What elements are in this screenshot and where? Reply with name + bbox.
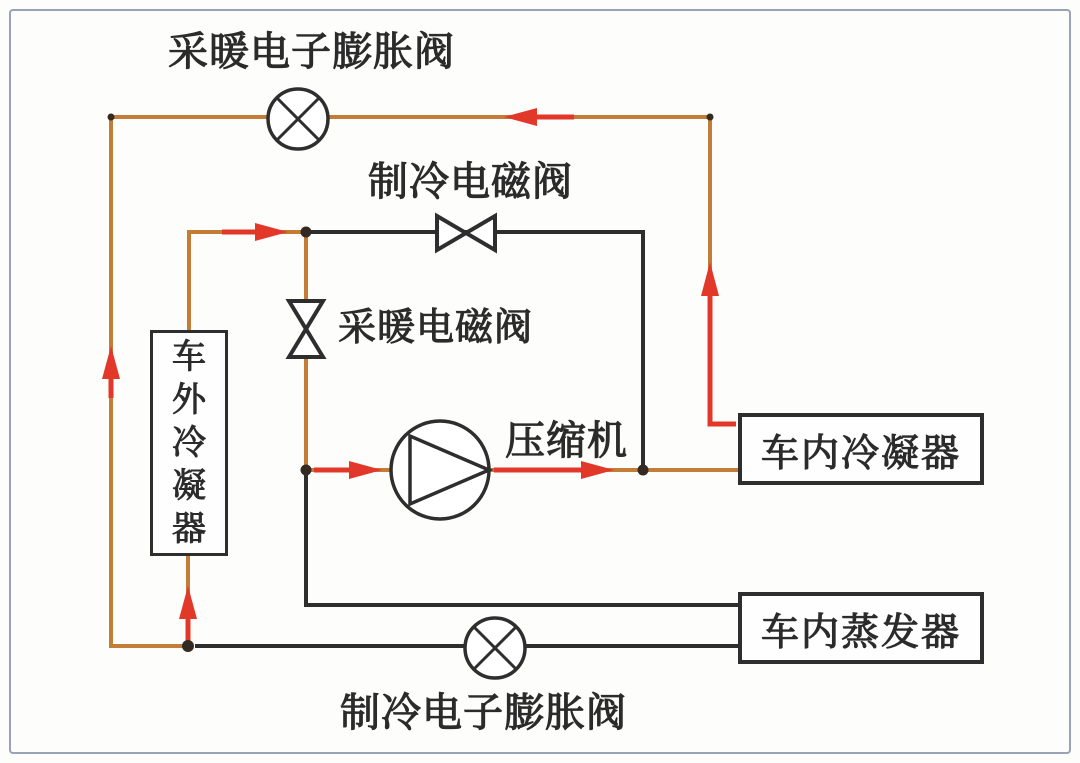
- flow-arrow-riser-up: [701, 262, 736, 424]
- indoor-evaporator-label: 车内蒸发器: [760, 609, 961, 654]
- flow-arrow-compressor-inlet: [314, 461, 382, 479]
- outdoor-condenser-label: 车 外 冷 凝 器: [172, 336, 206, 549]
- heating-eev-label: 采暖电子膨胀阀: [168, 29, 455, 75]
- heating-solenoid-valve-icon: [289, 301, 323, 357]
- compressor-icon: [391, 421, 489, 519]
- indoor-condenser-label: 车内冷凝器: [760, 430, 961, 475]
- flow-arrow-top-left: [504, 108, 574, 126]
- indoor-condenser-box: [738, 413, 984, 485]
- cooling-eev-icon: [465, 618, 525, 678]
- indoor-evaporator-box: [738, 592, 984, 664]
- pipe-outdoor-condenser-top-to-junction: [189, 232, 306, 330]
- compressor-label: 压缩机: [505, 418, 628, 464]
- pipe-junction-to-evaporator-top: [306, 470, 738, 605]
- cooling-solenoid-valve-icon: [437, 216, 495, 250]
- flow-arrow-into-outdoor-condenser: [179, 586, 197, 642]
- heating-solenoid-label: 采暖电磁阀: [338, 305, 534, 349]
- outdoor-condenser-box: [150, 330, 228, 556]
- flow-arrow-far-left-up: [102, 346, 120, 398]
- cooling-eev-label: 制冷电子膨胀阀: [340, 690, 627, 736]
- cooling-solenoid-label: 制冷电磁阀: [368, 159, 573, 205]
- flow-arrow-condenser-outlet-right: [222, 223, 288, 241]
- heating-eev-icon: [268, 89, 328, 149]
